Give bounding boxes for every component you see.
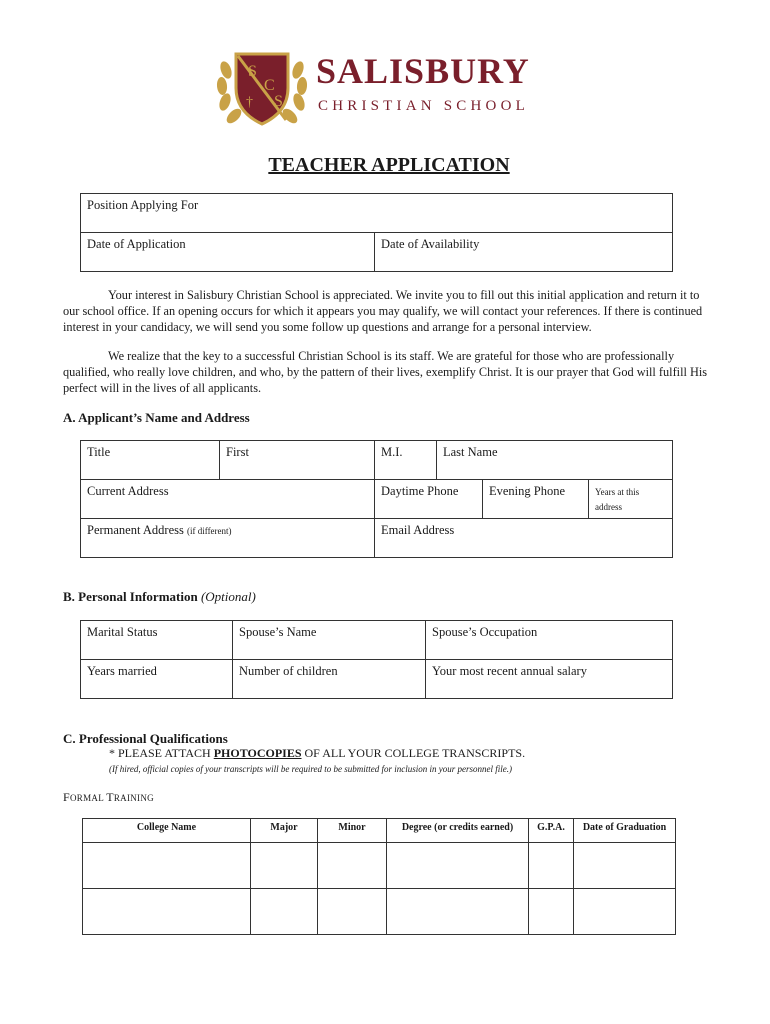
section-b-heading [63,589,256,605]
logo-name: SALISBURY [316,51,530,91]
formal-training-label [63,790,154,805]
years-address-field[interactable] [589,480,673,519]
years-address-label: Years at this address [595,487,640,512]
current-address-field[interactable] [81,480,375,519]
major-cell[interactable] [251,843,318,889]
spouse-name-label: Spouse’s Name [239,625,317,639]
years-married-field[interactable] [81,660,233,699]
date-application-label: Date of Application [87,237,186,251]
email-field[interactable] [375,519,673,558]
attach-emphasis: PHOTOCOPIES [213,746,302,760]
children-field[interactable] [233,660,426,699]
first-name-label: First [226,445,249,459]
minor-cell[interactable] [318,843,387,889]
section-c-heading: C. Professional Qualifications [63,731,228,746]
col-graduation: Date of Graduation [574,819,676,843]
evening-phone-field[interactable] [483,480,589,519]
salary-field[interactable] [426,660,673,699]
svg-text:S: S [248,63,257,80]
col-degree: Degree (or credits earned) [387,819,529,843]
optional-note: (Optional) [200,589,256,604]
laurel-crest-icon [212,40,312,132]
evening-phone-label: Evening Phone [489,484,566,498]
graduation-cell[interactable] [574,889,676,935]
ft-t: T [106,790,114,804]
section-a-heading: A. Applicant’s Name and Address [63,410,250,425]
attach-prefix: * PLEASE ATTACH [109,746,214,760]
email-label: Email Address [381,523,455,537]
date-availability-field[interactable] [375,233,673,272]
transcript-note: (If hired, official copies of your transcripts will be required to be submitted for inclusion in your personnel file.) [109,764,512,774]
college-name-cell[interactable] [83,843,251,889]
college-name-cell[interactable] [83,889,251,935]
ft-rest2: RAINING [113,793,154,803]
spouse-occupation-field[interactable] [426,621,673,660]
daytime-phone-label: Daytime Phone [381,484,459,498]
table-row [83,843,676,889]
intro-paragraph-1: Your interest in Salisbury Christian School is appreciated. We invite you to fill out this initial application and return it to our school office. If an opening occurs for which it appears you may qualify, we will contact your references. If there is continued interest in your candidacy, we will send you some follow up questions and arrange for a personal interview. [63,288,703,334]
formal-training-table [82,818,676,935]
degree-cell[interactable] [387,889,529,935]
gpa-cell[interactable] [529,889,574,935]
middle-initial-field[interactable] [375,441,437,480]
date-availability-label: Date of Availability [381,237,480,251]
if-different-note: (if different) [186,526,232,536]
date-application-field[interactable] [81,233,375,272]
permanent-address-label: Permanent Address [87,523,184,537]
col-gpa: G.P.A. [529,819,574,843]
table-row [83,889,676,935]
attach-suffix: OF ALL YOUR COLLEGE TRANSCRIPTS. [301,746,526,760]
ft-rest1: ORMAL [69,793,107,803]
children-label: Number of children [239,664,338,678]
last-name-field[interactable] [437,441,673,480]
graduation-cell[interactable] [574,843,676,889]
title-label: Title [87,445,111,459]
degree-cell[interactable] [387,843,529,889]
spouse-name-field[interactable] [233,621,426,660]
ft-f: F [63,790,70,804]
attach-note [109,746,525,761]
header-form [80,193,673,272]
middle-initial-label: M.I. [381,445,403,459]
section-b-title: B. Personal Information [63,589,198,604]
marital-status-field[interactable] [81,621,233,660]
position-field[interactable] [81,194,673,233]
permanent-address-field[interactable] [81,519,375,558]
document-title: TEACHER APPLICATION [268,154,510,176]
major-cell[interactable] [251,889,318,935]
col-college-name: College Name [83,819,251,843]
intro-paragraph-2: We realize that the key to a successful Christian School is its staff. We are grateful for those who are professionally qualified, who really love children, and who, by the pattern of their lives, exemplify Christ. It is our prayer that God will fulfill His perfect will in the lives of all applicants. [63,349,708,395]
last-name-label: Last Name [443,445,498,459]
applicant-form [80,440,673,558]
position-label: Position Applying For [87,198,199,212]
school-logo [212,40,542,132]
svg-text:S: S [274,93,283,110]
marital-status-label: Marital Status [87,625,158,639]
salary-label: Your most recent annual salary [432,664,587,678]
svg-text:†: † [246,95,253,110]
daytime-phone-field[interactable] [375,480,483,519]
minor-cell[interactable] [318,889,387,935]
svg-text:C: C [264,77,275,94]
personal-form [80,620,673,699]
current-address-label: Current Address [87,484,169,498]
title-field[interactable] [81,441,220,480]
gpa-cell[interactable] [529,843,574,889]
logo-subtitle: CHRISTIAN SCHOOL [318,98,529,114]
training-header-row [83,819,676,843]
col-major: Major [251,819,318,843]
years-married-label: Years married [87,664,157,678]
col-minor: Minor [318,819,387,843]
first-name-field[interactable] [220,441,375,480]
spouse-occupation-label: Spouse’s Occupation [432,625,538,639]
